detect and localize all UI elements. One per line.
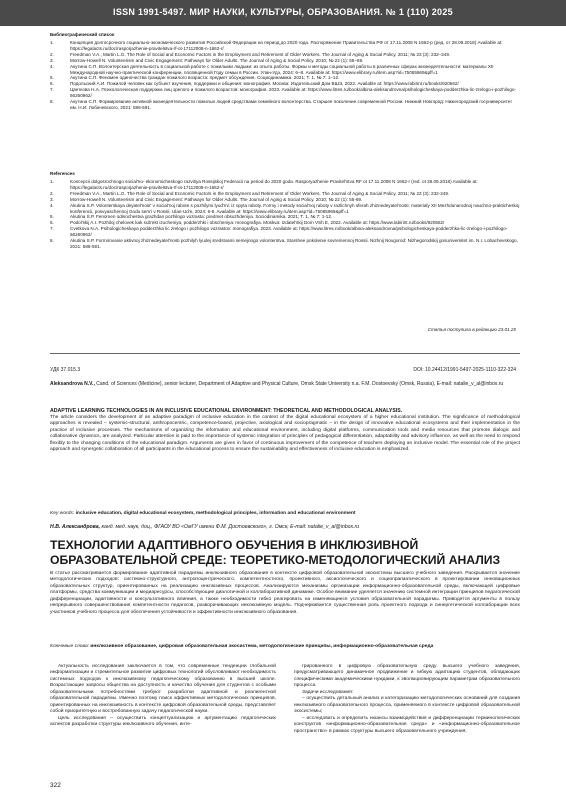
keywords-en-text: inclusive education, digital educational ecosystem, methodological principles, information and educational environment [75, 511, 356, 516]
body-column-right [294, 664, 520, 735]
bibliography-text: Акутина С.П. Волонтерская деятельность в социальной работе с пожилыми людьми: из опыта работы. Формы и методы социальной работы в различных сферах жизнедеятельности: материалы XII Международной научно-практической конференции, посвященной Году семьи в России. Улан-Удэ, 2024: 6–8. Available at: https://www.elibrary.ru/item.asp?id=75065969&pff=1 [70, 63, 494, 75]
bibliography-item [50, 99, 520, 111]
bibliography-text: Цветкова Н.А. Психологическая поддержка лиц зрелого и пожилого возрастов: монография. 2023. Available at: https://www.litres.ru/book/albina-aleksandrovna/psihologicheskaya-podderzhka-lic-zrelogo-i-pozhilogo-66260962/ [70, 87, 516, 99]
author-info-ru [50, 524, 520, 530]
reference-item [50, 179, 520, 191]
body-column-left [50, 664, 276, 729]
udc-code: УДК 37.015.3 [50, 367, 81, 373]
reference-number: 2. [50, 190, 54, 196]
bibliography-number: 8. [50, 99, 54, 105]
reference-number: 1. [50, 179, 54, 184]
author-affiliation-en: Cand. of Sciences (Medicine), senior lecturer, Department of Adaptive and Physical Culture, Omsk State University n.a. F.M. Dostoevsky (Omsk, Russia), E-mail: natalie_v_al@inbox.ru [94, 381, 504, 387]
keywords-en [50, 511, 520, 516]
bibliography-number: 2. [50, 51, 54, 57]
reference-item [50, 226, 520, 238]
reference-text: Cvetkova N.A. Psihologicheskaya podderzhka lic zrelogo i pozhilogo vozrastov: monografiya. 2023. Available at: https://www.litres.ru/book/albina-aleksandrovna/psihologicheskaya-podderzhka-lic-zrelogo-i-pozhilogo-66260962/ [70, 226, 508, 238]
reference-number: 6. [50, 220, 54, 226]
body-paragraph: – исследовать и определить нюансы взаимодействия и дифференциации терминологических конструктов «информационно-образовательная среда» и «информационно-образовательное пространство» в рамках структуры высшего образовательного учреждения; [294, 715, 520, 734]
received-date: Статья поступила в редакцию 23.01.25 [427, 327, 516, 332]
reference-item [50, 203, 520, 215]
abstract-title-en: ADAPTIVE LEARNING TECHNOLOGIES IN AN INCLUSIVE EDUCATIONAL ENVIRONMENT: THEORETICAL AND METHODOLOGICAL ANALYSIS. [50, 408, 403, 414]
bibliography-text: Подольский А.И. Пожилой человек как субъект изучения, поддержки и общения: монография. Москва: Издательский Дом ВШЭ, 2022. Available at: https://www.labirint.ru/books/920562/ [70, 81, 459, 87]
bibliography-text: Концепция долгосрочного социально-экономического развития Российской Федерации на период до 2020 года. Распоряжение Правительства РФ от 17.11.2008 N 1662-р (ред. от 28.09.2018) Available at: https://legalacts.ru/doc/rasporjazhenie-pravitelstva-rf-ot-17112008-n-1662-r/ [70, 40, 503, 51]
body-paragraph: – осуществить детальный анализ и категоризацию методологических оснований для создания инклюзивного образовательного процесса, применяемого в контексте цифровой образовательной экосистемы; [294, 696, 520, 715]
bibliography-text: Акутина С.П. Феномен одиночества граждан пожилого возраста: предмет обсуждения. Социодинамика. 2021; Т. 1, № 7: 1–12. [70, 75, 340, 81]
keywords-ru-text: инклюзивное образование, цифровая образовательная экосистема, методологические принципы, информационно-образовательная среда [90, 644, 434, 649]
reference-text: Akutina S.P. Volonterskaya deyatel'nost' v social'noj rabote s pozhilymi lyud'mi: iz opyta raboty. Formy i metody social'noj raboty v razlichnyh sferah zhiznedeyatel'nosti: materialy XII Mezhdunarodnoj nauchno-prakticheskoj konferencii, posvyaschennoj Godu sem'i v Rossii. Ulan-Ud'e, 2024: 6-8. Available at: https://www.elibrary.ru/item.asp?id=75065969&pff=1 [70, 202, 520, 214]
bibliography-item [50, 64, 520, 76]
author-name-en: Aleksandrova N.V., [50, 381, 95, 387]
reference-number: 7. [50, 226, 54, 232]
doi: DOI: 10.24412/1991-5497-2025-1110-322-324 [413, 367, 516, 373]
bibliography-text: Freedman V.A., Martin L.G. The Role of Social and Economic Factors in the Employment and Retirement of Older Workers. The Journal of Aging & Social Policy. 2011; № 23 (3): 232–249. [70, 51, 451, 57]
bibliography-item [50, 87, 520, 99]
author-affiliation-ru: канд. мед. наук, доц., ФГАОУ ВО «ОмГУ имени Ф.М. Достоевского», г. Омск, E-mail: natalie_v_al@inbox.ru [100, 524, 360, 530]
reference-number: 5. [50, 214, 54, 220]
body-paragraph: грированного в цифровую образовательную среду высшего учебного заведения, предусматривающего динамичное продвижение и гибкую адаптацию студентов, обладающих специфическими академическими нуждами, к эволюционирующим параметрам образовательного процесса. [294, 664, 520, 689]
page-number: 322 [50, 782, 61, 789]
references-list [50, 179, 520, 250]
bibliography-list [50, 40, 520, 111]
body-paragraph: Цель исследования – осуществить концептуализацию и аргументацию педагогических аспектов разработки структуры инклюзивного обучения, инте- [50, 715, 276, 728]
reference-number: 3. [50, 196, 54, 202]
bibliography-number: 6. [50, 81, 54, 87]
body-paragraph: Актуальность исследования заключается в том, что современные тенденции глобальной информатизации и стремительное развитие цифровых технологий обусловливают необходимость системных подходов к инклюзивному педагогическому образованию в высшей школе. Возрастающие запросы общества на доступность и качество обучения для студентов с особыми образовательными потребностями требуют разработки адаптивной и реалигентной образовательной парадигмы. Именно поэтому поиск эффективных методологических принципов, ориентированных на инклюзивность в контексте цифровой образовательной среды, представляет собой приоритетную и востребованную задачу педагогической науки. [50, 664, 276, 715]
reference-text: Freedman V.A., Martin L.G. The Role of Social and Economic Factors in the Employment and Retirement of Older Workers. The Journal of Aging & Social Policy. 2011; № 23 (3): 232-249. [70, 190, 450, 196]
keywords-ru [50, 644, 520, 650]
keywords-en-label: Key words: [50, 511, 75, 516]
section-divider [50, 353, 520, 354]
abstract-en: The article considers the development of an adaptive paradigm of inclusive education in the context of the digital educational ecosystem of a higher educational institution. The significance of methodological approaches is revealed – systemic-structural, anthropocentric, competence-based, projective, axiological and sociopragmatic – in the design of innovative educational ecosystems and their implementation in the practice of inclusive processes. The mechanisms of organizing the information and educational environment, including digital platforms, communication tools and media resources that promote dialogic and collaborative dynamics, are analyzed. Particular attention is paid to the importance of systemic integration of principles of pedagogical differentiation, adaptability and advisory influence, as well as the need to respond flexibly to the changing conditions of the educational paradigm. Arguments are given in favor of continuous improvement of the competence of teachers deploying an inclusive model. The essential role of the project approach and synergetic collaboration of all participants in the educational process to ensure the sustainability and effectiveness of inclusive education is emphasized. [50, 415, 520, 453]
reference-text: Akutina S.P. Formirovanie aktivnoj zhiznedeyatel'nosti pozhilyh lyudej sredstvami semejnogo volonterstva. Starshee pokolenie sovremennoj Rossii. Nizhnij Novgorod: Nizhegorodskij gosuniversitet im. N.I. Lobachevskogo, 2021: 586-591. [70, 238, 518, 249]
author-name-ru: Н.В. Александрова, [50, 524, 101, 530]
reference-number: 4. [50, 202, 54, 208]
reference-text: Morrow-Howell N. Volunteerism and Civic Engagement: Pathways for Older Adults. The Journal of Aging & Social Policy. 2010; № 22 (1): 55-69. [70, 196, 363, 202]
journal-header: ISSN 1991-5497. МИР НАУКИ, КУЛЬТУРЫ, ОБРАЗОВАНИЯ. № 1 (110) 2025 [113, 7, 453, 17]
bibliography-item [50, 40, 520, 52]
bibliography-number: 5. [50, 75, 54, 81]
reference-number: 8. [50, 238, 54, 244]
header-band [0, 0, 566, 26]
bibliography-number: 1. [50, 40, 54, 45]
keywords-ru-label: Ключевые слова: [50, 644, 90, 649]
reference-text: Koncepcii dolgosrochnogo social'no- ekonomicheskogo razvitiya Rossijskoj Federacii na period do 2020 goda. Rasporyazhenie Pravitel'stva RF ot 17.11.2008 N 1662-r (red. ot 28.09.2018) Available at: https://legalacts.ru/doc/rasporjazhenie-pravitelstva-rf-ot-17112008-n-1662-r/ [70, 179, 478, 190]
author-info-en [50, 381, 516, 387]
bibliography-title: Библиографический список [50, 32, 115, 37]
abstract-ru: В статье рассматривается формирование адаптивной парадигмы инклюзивного образования в контексте цифровой образовательной экосистемы высшего учебного заведения. Раскрывается значение методологических подходов: системно-структурного, антропоцентрического, компетентностного, проективного, аксиологического и социопрагматического в проектировании инновационных образовательных структур, ориентированных на реализацию инклюзивных процессов. Анализируются механизмы организации информационно-образовательной среды, включающей цифровые платформы, средства коммуникации и медиаресурсы, способствующие диалогичной и коллаборативной динамике. Особое внимание уделяется значению системной интеграции принципов педагогической дифференциации, адаптивности и консультативного влияния, а также необходимости гибко реагировать на изменяющиеся условия образовательной парадигмы. Приводятся аргументы в пользу непрерывного совершенствования компетентности педагогов, разворачивающих инклюзивную модель. Подчеркивается существенная роль проектного подхода и синергетической коллаборации всех участников учебного процесса для обеспечения устойчивости и эффективности инклюзивного образования. [50, 571, 520, 615]
article-title-ru: ТЕХНОЛОГИИ АДАПТИВНОГО ОБУЧЕНИЯ В ИНКЛЮЗИВНОЙ ОБРАЗОВАТЕЛЬНОЙ СРЕДЕ: ТЕОРЕТИКО-МЕТОДОЛОГИЧЕСКИЙ АНАЛИЗ [50, 538, 501, 567]
bibliography-text: Morrow-Howell N. Volunteerism and Civic Engagement: Pathways for Older Adults. The Journal of Aging & Social Policy. 2010; № 22 (1): 55–69. [70, 57, 364, 63]
reference-text: Podol'skij A.I. Pozhiloj chelovek kak sub'ekt izucheniya, podderzhki i obscheniya: monografiya. Moskva: Izdatel'skij Dom VSh E, 2022. Available at: https://www.labirint.ru/books/920562/ [70, 220, 445, 226]
bibliography-number: 3. [50, 57, 54, 63]
bibliography-number: 7. [50, 87, 54, 93]
body-paragraph: Задачи исследования: [302, 689, 354, 695]
reference-text: Akutina S.P. Fenomen odinochestva grazhdan pozhilogo vozrasta: predmet obsuzhdeniya. Sociodinamika. 2021; T. 1, № 7: 1-12. [70, 214, 333, 220]
reference-item [50, 238, 520, 250]
bibliography-text: Акутина С.П. Формирование активной жизнедеятельности пожилых людей средствами семейного волонтерства. Старшее поколение современной России. Нижний Новгород: Нижегородский госуниверситет им. Н.И. Лобачевского, 2021: 586-591. [70, 99, 513, 110]
references-title: References [50, 171, 75, 176]
bibliography-number: 4. [50, 63, 54, 69]
